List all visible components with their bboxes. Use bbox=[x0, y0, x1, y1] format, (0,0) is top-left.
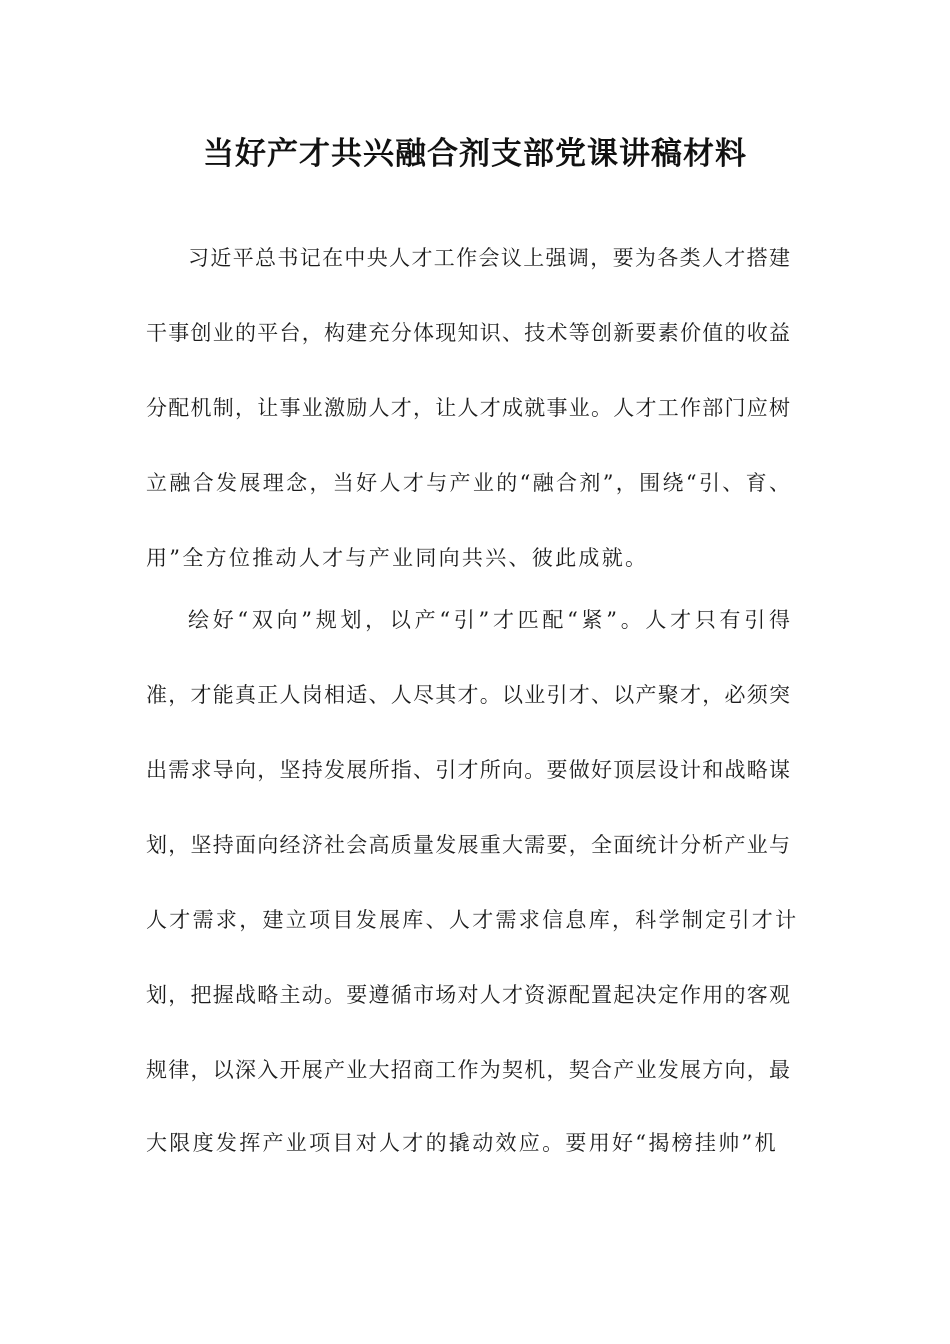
paragraph-2-line-2: 准，才能真正人岗相适、人尽其才。以业引才、以产聚才，必须突 bbox=[146, 683, 790, 707]
paragraph-1-line-5: 用”全方位推动人才与产业同向共兴、彼此成就。 bbox=[146, 546, 649, 570]
paragraph-1-line-4: 立融合发展理念，当好人才与产业的“融合剂”，围绕“引、育、 bbox=[146, 471, 790, 495]
paragraph-2-line-7: 规律，以深入开展产业大招商工作为契机，契合产业发展方向，最 bbox=[146, 1058, 790, 1082]
paragraph-2-line-6: 划，把握战略主动。要遵循市场对人才资源配置起决定作用的客观 bbox=[146, 983, 790, 1007]
paragraph-2-line-3: 出需求导向，坚持发展所指、引才所向。要做好顶层设计和战略谋 bbox=[146, 758, 790, 782]
paragraph-1-line-3: 分配机制，让事业激励人才，让人才成就事业。人才工作部门应树 bbox=[146, 396, 790, 420]
paragraph-1-line-1: 习近平总书记在中央人才工作会议上强调，要为各类人才搭建 bbox=[188, 246, 790, 270]
document-title: 当好产才共兴融合剂支部党课讲稿材料 bbox=[203, 136, 747, 172]
paragraph-2-line-1: 绘好“双向”规划，以产“引”才匹配“紧”。人才只有引得 bbox=[188, 608, 790, 632]
paragraph-1-line-2: 干事创业的平台，构建充分体现知识、技术等创新要素价值的收益 bbox=[146, 321, 790, 345]
paragraph-2-line-5: 人才需求，建立项目发展库、人才需求信息库，科学制定引才计 bbox=[146, 908, 799, 932]
paragraph-2-line-4: 划，坚持面向经济社会高质量发展重大需要，全面统计分析产业与 bbox=[146, 833, 790, 857]
paragraph-2-line-8: 大限度发挥产业项目对人才的撬动效应。要用好“揭榜挂帅”机 bbox=[146, 1131, 778, 1155]
